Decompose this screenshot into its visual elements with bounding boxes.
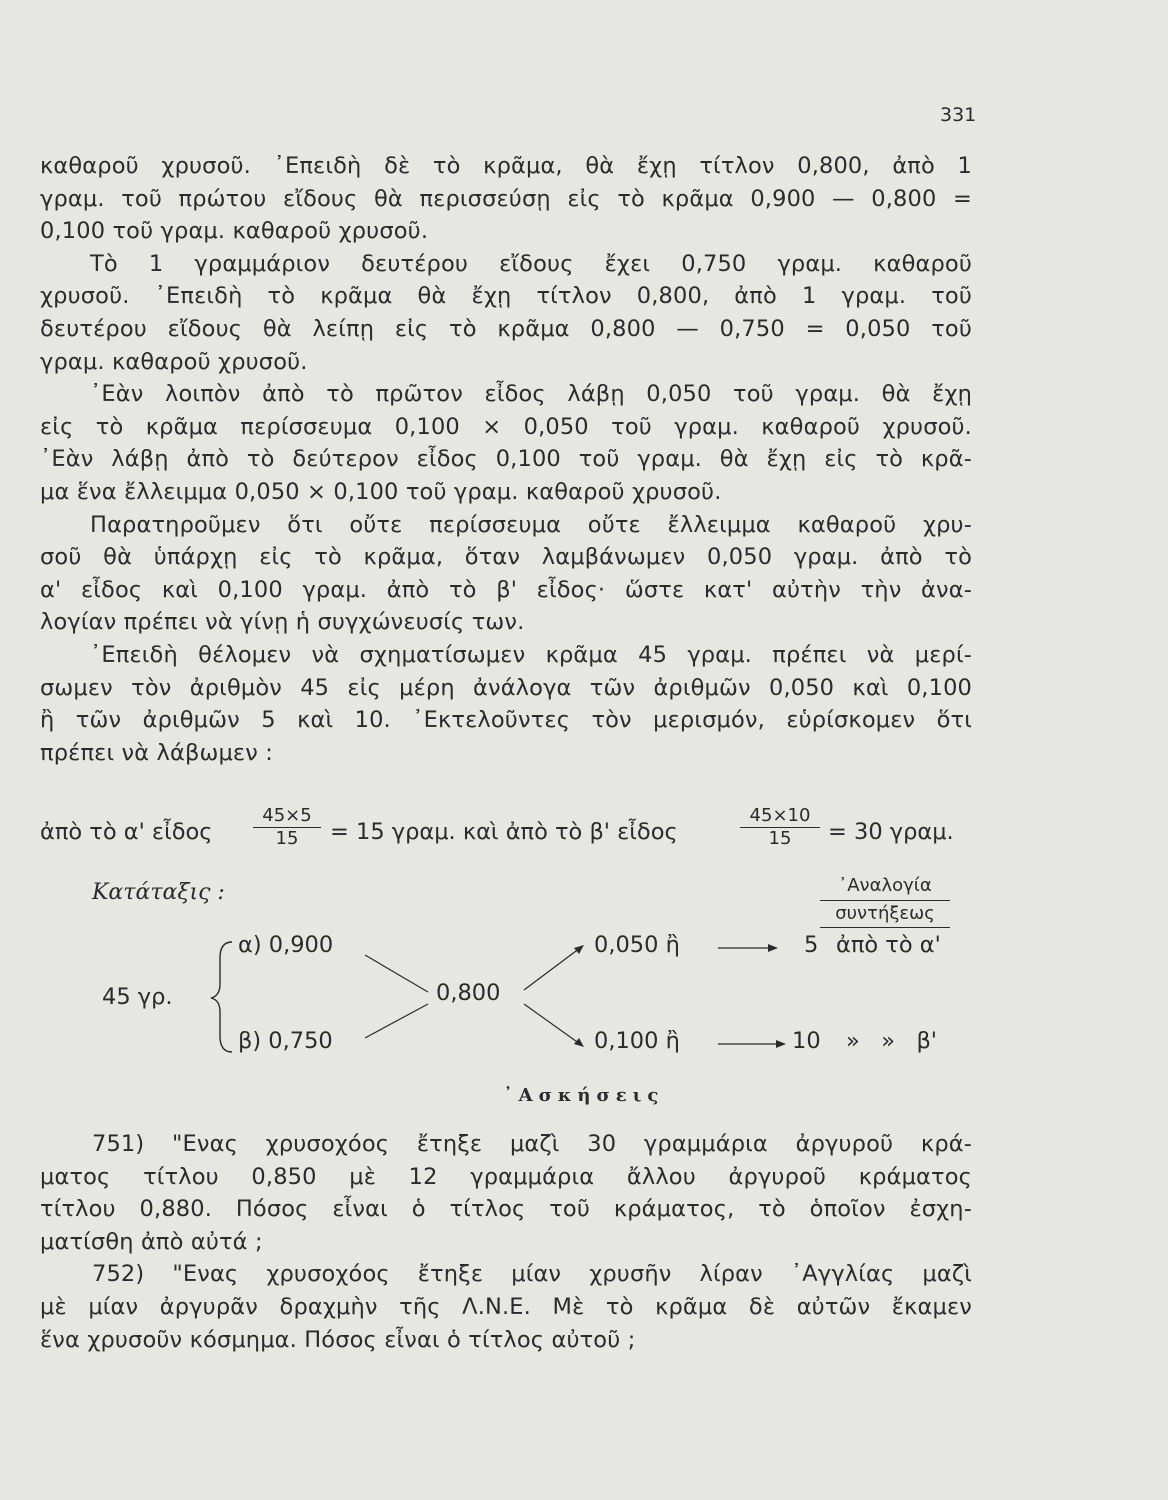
paragraph xyxy=(40,639,972,769)
fraction-b xyxy=(740,805,820,850)
text-line: ᾿Εὰν λοιπὸν ἀπὸ τὸ πρῶτον εἶδος λάβῃ 0,050 τοῦ γραμ. θὰ ἔχῃ xyxy=(90,381,972,408)
text-line: σωμεν τὸν ἀριθμὸν 45 εἰς μέρη ἀνάλογα τῶν ἀριθμῶν 0,050 καὶ 0,100 xyxy=(40,674,972,701)
fraction-a-denominator: 15 xyxy=(275,828,299,849)
exercises xyxy=(40,1128,972,1356)
text-line: Παρατηροῦμεν ὅτι οὔτε περίσσευμα οὔτε ἔλλειμμα καθαροῦ χρυ- xyxy=(90,511,972,538)
text-line: ματίσθη ἀπὸ αὐτά ; xyxy=(40,1228,263,1255)
formula-result-b: = 30 γραμ. xyxy=(828,819,954,845)
paragraph xyxy=(40,150,972,248)
text-line: μὲ μίαν ἀργυρᾶν δραχμὴν τῆς Λ.Ν.Ε. Μὲ τὸ κρᾶμα δὲ αὐτῶν ἔκαμεν xyxy=(40,1293,972,1320)
classification-label: Κατάταξις : xyxy=(92,880,225,905)
ratio-header-line2: συντήξεως xyxy=(820,900,950,928)
paragraph xyxy=(40,509,972,639)
paragraph xyxy=(40,248,972,378)
text-line: χρυσοῦ. ᾿Επειδὴ τὸ κρᾶμα θὰ ἔχῃ τίτλον 0,800, ἀπὸ 1 γραμ. τοῦ xyxy=(40,283,972,310)
text-line: καθαροῦ χρυσοῦ. ᾿Επειδὴ δὲ τὸ κρᾶμα, θὰ ἔχῃ τίτλον 0,800, ἀπὸ 1 xyxy=(40,153,972,179)
fraction-b-numerator: 45×10 xyxy=(740,805,820,828)
text-line: μα ἕνα ἔλλειμμα 0,050 × 0,100 τοῦ γραμ. καθαροῦ χρυσοῦ. xyxy=(40,478,722,505)
center-value: 0,800 xyxy=(436,980,501,1006)
text-line: δευτέρου εἴδους θὰ λείπῃ εἰς τὸ κρᾶμα 0,800 — 0,750 = 0,050 τοῦ xyxy=(40,315,972,342)
formula-result-a: = 15 γραμ. καὶ ἀπὸ τὸ β' εἶδος xyxy=(330,819,678,845)
body-text xyxy=(40,150,972,769)
text-line: ᾿Επειδὴ θέλομεν νὰ σχηματίσωμεν κρᾶμα 45 γραμ. πρέπει νὰ μερί- xyxy=(90,641,972,668)
partition-formula xyxy=(40,805,975,865)
text-line: 0,100 τοῦ γραμ. καθαροῦ χρυσοῦ. xyxy=(40,218,429,245)
total-amount: 45 γρ. xyxy=(102,984,173,1010)
arrow-line-up xyxy=(524,948,580,990)
page-number: 331 xyxy=(940,104,977,126)
fraction-a xyxy=(253,805,321,850)
exercise-item xyxy=(40,1128,972,1258)
text-line: σοῦ θὰ ὑπάρχῃ εἰς τὸ κρᾶμα, ὅταν λαμβάνωμεν 0,050 γραμ. ἀπὸ τὸ xyxy=(40,544,972,571)
ratio-b-text: » » β' xyxy=(846,1028,937,1054)
arrow-line-down xyxy=(524,1004,580,1044)
ratio-b-number: 10 xyxy=(792,1028,821,1054)
ratio-header-line1: ᾿Αναλογία xyxy=(838,875,932,896)
difference-a: 0,050 ἢ xyxy=(594,932,680,958)
connector-line-b xyxy=(365,1004,428,1038)
text-line: γραμ. τοῦ πρώτου εἴδους θὰ περισσεύσῃ εἰς τὸ κρᾶμα 0,900 — 0,800 = xyxy=(40,185,972,212)
text-line: πρέπει νὰ λάβωμεν : xyxy=(40,739,273,766)
arrowhead-up-icon xyxy=(574,945,584,954)
arrowhead-right-icon xyxy=(768,944,778,952)
text-line: λογίαν πρέπει νὰ γίνῃ ἡ συγχώνευσίς των. xyxy=(40,609,525,636)
text-line: ἕνα χρυσοῦν κόσμημα. Πόσος εἶναι ὁ τίτλος αὐτοῦ ; xyxy=(40,1326,636,1353)
item-b: β) 0,750 xyxy=(238,1028,333,1054)
text-line: ἢ τῶν ἀριθμῶν 5 καὶ 10. ᾿Εκτελοῦντες τὸν μερισμόν, εὑρίσκομεν ὅτι xyxy=(40,707,972,734)
brace-shape xyxy=(211,942,232,1052)
fraction-b-denominator: 15 xyxy=(768,828,792,849)
text-line: 752) "Ενας χρυσοχόος ἔτηξε μίαν χρυσῆν λίραν ᾿Αγγλίας μαζὶ xyxy=(92,1261,972,1288)
ratio-a-number: 5 xyxy=(804,932,819,958)
text-line: εἰς τὸ κρᾶμα περίσσευμα 0,100 × 0,050 τοῦ γραμ. καθαροῦ χρυσοῦ. xyxy=(40,413,972,440)
exercise-item xyxy=(40,1258,972,1356)
text-line: τίτλου 0,880. Πόσος εἶναι ὁ τίτλος τοῦ κράματος, τὸ ὁποῖον ἐσχη- xyxy=(40,1196,972,1223)
fraction-a-numerator: 45×5 xyxy=(253,805,321,828)
arrowhead-down-icon xyxy=(574,1038,584,1047)
arrowhead-right-icon xyxy=(776,1040,786,1048)
text-line: α' εἶδος καὶ 0,100 γραμ. ἀπὸ τὸ β' εἶδος· ὥστε κατ' αὐτὴν τὴν ἀνα- xyxy=(40,576,972,603)
item-a: α) 0,900 xyxy=(238,932,334,958)
text-line: γραμ. καθαροῦ χρυσοῦ. xyxy=(40,348,308,375)
difference-b: 0,100 ἢ xyxy=(594,1028,680,1054)
text-line: ᾿Εὰν λάβῃ ἀπὸ τὸ δεύτερον εἶδος 0,100 τοῦ γραμ. θὰ ἔχῃ εἰς τὸ κρᾶ- xyxy=(40,446,972,473)
text-line: ματος τίτλου 0,850 μὲ 12 γραμμάρια ἄλλου ἀργυροῦ κράματος xyxy=(40,1163,972,1190)
text-line: Τὸ 1 γραμμάριον δευτέρου εἴδους ἔχει 0,750 γραμ. καθαροῦ xyxy=(90,250,972,277)
paragraph xyxy=(40,378,972,508)
connector-line-a xyxy=(365,955,428,992)
exercises-heading: ᾿Ασκήσεις xyxy=(503,1085,665,1106)
diagram-lines xyxy=(0,920,1168,1070)
formula-prefix-a: ἀπὸ τὸ α' εἶδος xyxy=(40,819,213,845)
text-line: 751) "Ενας χρυσοχόος ἔτηξε μαζὶ 30 γραμμάρια ἀργυροῦ κρά- xyxy=(92,1131,972,1157)
ratio-a-text: ἀπὸ τὸ α' xyxy=(836,932,941,958)
